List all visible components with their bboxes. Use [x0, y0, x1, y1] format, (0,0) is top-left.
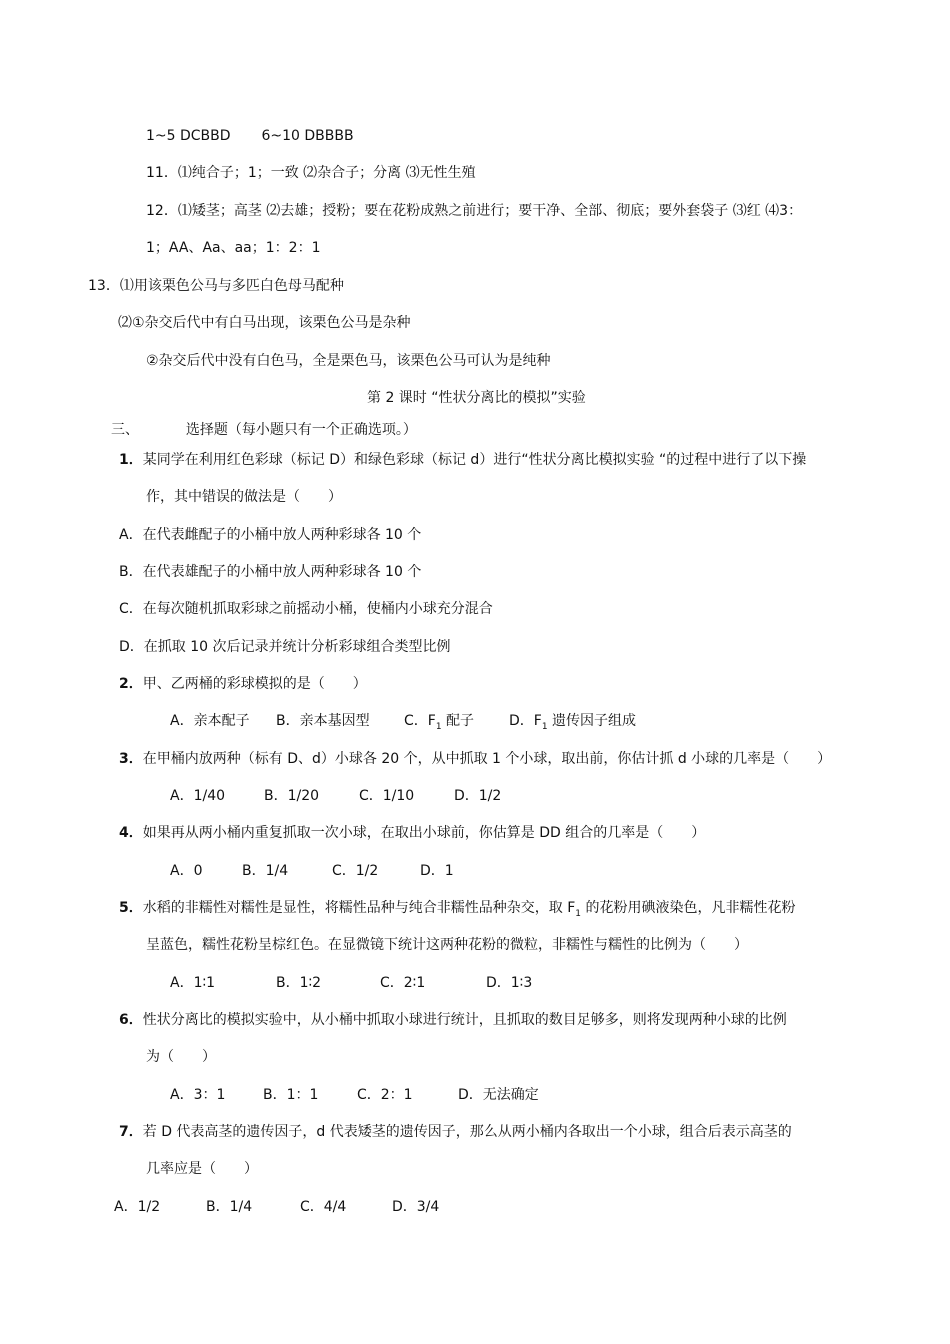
- question-2-option-a: A．亲本配子: [170, 713, 250, 729]
- question-1-number: 1．: [119, 452, 143, 468]
- question-6-option-b: B．1：1: [263, 1087, 319, 1103]
- question-6-stem: 性状分离比的模拟实验中，从小桶中抓取小球进行统计，且抓取的数目足够多，则将发现两种小球的比例: [142, 1012, 787, 1028]
- question-1-stem: 某同学在利用红色彩球（标记 D）和绿色彩球（标记 d）进行“性状分离比模拟实验 “的过程中进行了以下操: [142, 452, 807, 468]
- question-1-option-d: D．在抓取 10 次后记录并统计分析彩球组合类型比例: [119, 639, 451, 655]
- question-4-option-a: A．0: [170, 863, 203, 879]
- question-5-option-a: A．1∶1: [170, 975, 216, 991]
- question-2-option-d-suffix: 遗传因子组成: [547, 713, 637, 729]
- answer-12-line-2: 1；AA、Aa、aa；1：2：1: [146, 240, 321, 256]
- question-6-option-a: A．3：1: [170, 1087, 226, 1103]
- question-4-stem: 如果再从两小桶内重复抓取一次小球，在取出小球前，你估算是 DD 组合的几率是（ ）: [142, 825, 706, 841]
- question-4-number: 4．: [119, 825, 143, 841]
- answer-13-line-1: 13．⑴用该栗色公马与多匹白色母马配种: [88, 278, 344, 294]
- question-2-option-d: [509, 711, 636, 737]
- question-2-option-c-suffix: 配子: [441, 713, 475, 729]
- question-7-option-d: D．3/4: [392, 1199, 440, 1215]
- question-2-line-1: [119, 674, 367, 694]
- question-5-option-b: B．1∶2: [276, 975, 322, 991]
- lesson-title: 第 2 课时 “性状分离比的模拟”实验: [367, 390, 586, 406]
- question-6-option-d: D．无法确定: [458, 1087, 539, 1103]
- question-4-line-1: [119, 823, 705, 843]
- question-5-option-c: C．2∶1: [380, 975, 426, 991]
- question-5-option-d: D．1∶3: [486, 975, 533, 991]
- question-4-option-c: C．1/2: [332, 863, 379, 879]
- question-2-option-d-text: D．F: [509, 713, 542, 729]
- question-4-option-d: D．1: [420, 863, 454, 879]
- section-number: 三、: [111, 422, 139, 438]
- question-2-option-b: B．亲本基因型: [276, 713, 370, 729]
- question-3-option-d: D．1/2: [454, 788, 502, 804]
- question-6-option-c: C．2：1: [357, 1087, 413, 1103]
- question-2-option-c: [404, 711, 474, 737]
- question-3-option-b: B．1/20: [264, 788, 320, 804]
- question-7-number: 7．: [119, 1124, 143, 1140]
- question-1-option-b: B．在代表雄配子的小桶中放人两种彩球各 10 个: [119, 564, 422, 580]
- question-5-number: 5．: [119, 900, 143, 916]
- question-1-line-1: [119, 450, 806, 470]
- question-2-stem: 甲、乙两桶的彩球模拟的是（ ）: [142, 676, 367, 692]
- question-3-option-c: C．1/10: [359, 788, 415, 804]
- question-7-option-a: A．1/2: [114, 1199, 161, 1215]
- question-7-option-c: C．4/4: [300, 1199, 347, 1215]
- question-7-option-b: B．1/4: [206, 1199, 253, 1215]
- question-5-stem-part-2: 的花粉用碘液染色，凡非糯性花粉: [581, 900, 796, 916]
- question-4-option-b: B．1/4: [242, 863, 289, 879]
- answers-1-5: 1~5 DCBBD: [146, 128, 231, 144]
- question-1-option-a: A．在代表雌配子的小桶中放人两种彩球各 10 个: [119, 527, 422, 543]
- question-7-line-1: [119, 1122, 792, 1142]
- question-7-line-2: 几率应是（ ）: [146, 1161, 258, 1177]
- question-2-option-c-text: C．F: [404, 713, 436, 729]
- question-2-option-c-subscript: 1: [435, 722, 442, 732]
- question-7-stem: 若 D 代表高茎的遗传因子，d 代表矮茎的遗传因子，那么从两小桶内各取出一个小球，组合后表示高茎的: [142, 1124, 792, 1140]
- question-1-option-c: C．在每次随机抓取彩球之前摇动小桶，使桶内小球充分混合: [119, 601, 493, 617]
- answer-13-line-2: ⑵①杂交后代中有白马出现，该栗色公马是杂种: [118, 315, 411, 331]
- question-3-number: 3．: [119, 751, 143, 767]
- answer-12-line-1: 12．⑴矮茎；高茎 ⑵去雄；授粉；要在花粉成熟之前进行；要干净、全部、彻底；要外套袋子 ⑶红 ⑷3：: [146, 203, 803, 219]
- question-1-line-2: 作，其中错误的做法是（ ）: [146, 489, 342, 505]
- answers-6-10: 6~10 DBBBB: [261, 128, 354, 144]
- answer-13-line-3: ②杂交后代中没有白色马，全是栗色马，该栗色公马可认为是纯种: [146, 353, 551, 369]
- section-title: 选择题（每小题只有一个正确选项。）: [185, 422, 417, 438]
- question-6-number: 6．: [119, 1012, 143, 1028]
- question-3-option-a: A．1/40: [170, 788, 226, 804]
- section-heading: [111, 420, 417, 440]
- question-5-line-2: 呈蓝色，糯性花粉呈棕红色。在显微镜下统计这两种花粉的微粒，非糯性与糯性的比例为（ ）: [146, 937, 748, 953]
- answer-11: 11．⑴纯合子；1；一致 ⑵杂合子；分离 ⑶无性生殖: [146, 165, 476, 181]
- question-5-stem-part-1: 水稻的非糯性对糯性是显性，将糯性品种与纯合非糯性品种杂交，取 F: [142, 900, 576, 916]
- question-6-line-1: [119, 1010, 787, 1030]
- question-3-line-1: [119, 749, 831, 769]
- question-5-line-1: [119, 898, 795, 924]
- question-2-number: 2．: [119, 676, 143, 692]
- answer-line-1: [146, 126, 354, 146]
- question-2-option-d-subscript: 1: [541, 722, 548, 732]
- question-6-line-2: 为（ ）: [146, 1049, 216, 1065]
- question-3-stem: 在甲桶内放两种（标有 D、d）小球各 20 个，从中抓取 1 个小球，取出前，你估计抓 d 小球的几率是（ ）: [142, 751, 832, 767]
- question-5-stem-subscript: 1: [575, 909, 581, 919]
